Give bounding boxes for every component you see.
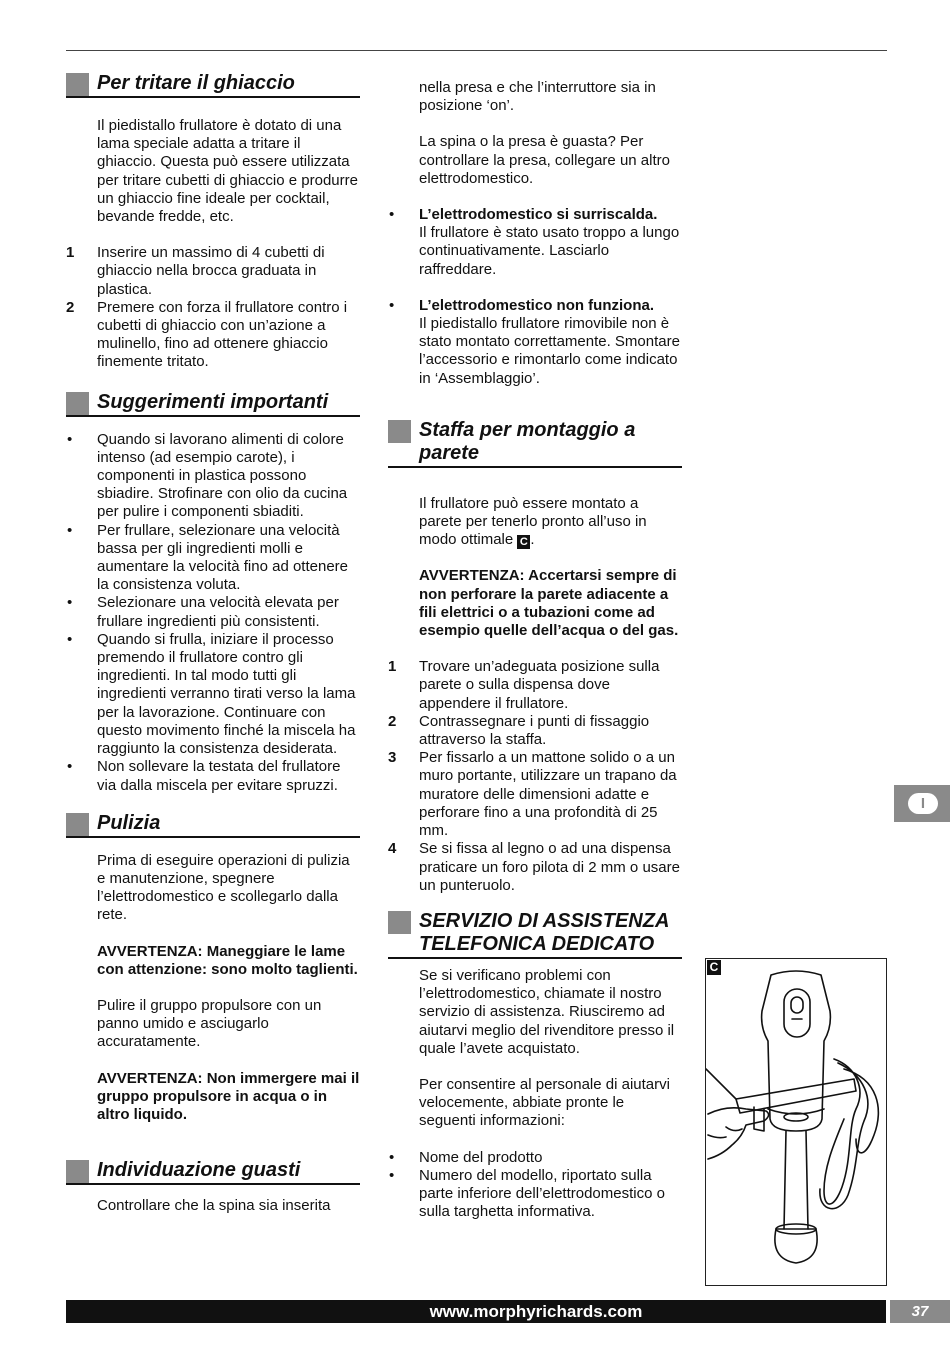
section-title: Suggerimenti importanti bbox=[97, 390, 329, 413]
section-heading bbox=[388, 418, 682, 468]
section-title: Pulizia bbox=[97, 811, 161, 834]
list-item: • Quando si lavorano alimenti di colore intenso (ad esempio carote), i componenti in plastica possono sbiadire. Strofinare con olio da cucina per pulire i componenti sbiaditi. bbox=[67, 430, 348, 521]
list-item: • Quando si frulla, iniziare il processo premendo il frullatore contro gli ingredienti. In tal modo tutti gli ingredienti verranno tirati verso la lama per la lavorazione. Continuare con questo movimento finché la miscela ha raggiunto la consistenza desiderata. bbox=[67, 630, 356, 758]
section-title: Staffa per montaggio a parete bbox=[419, 418, 636, 464]
paragraph: Il frullatore può essere montato a parete per tenerlo pronto all’uso in modo ottimale C . bbox=[419, 494, 647, 549]
language-tab bbox=[894, 785, 950, 822]
list-item: • Nome del prodotto bbox=[389, 1148, 543, 1166]
section-title: SERVIZIO DI ASSISTENZA TELEFONICA DEDICATO bbox=[419, 909, 669, 955]
paragraph: nella presa e che l’interruttore sia in posizione ‘on’. bbox=[419, 79, 656, 115]
list-item: 1 Inserire un massimo di 4 cubetti di ghiaccio nella brocca graduata in plastica. bbox=[66, 244, 325, 298]
heading-square-icon bbox=[66, 1160, 89, 1183]
language-tab-label: I bbox=[908, 793, 938, 814]
paragraph: Controllare che la spina sia inserita bbox=[97, 1197, 331, 1215]
paragraph: Pulire il gruppo propulsore con un panno umido e asciugarlo accuratamente. bbox=[97, 996, 322, 1051]
list-item: • L’elettrodomestico non funziona. Il piedistallo frullatore rimovibile non è stato montato correttamente. Smontare l’accessorio e rimontarlo come indicato in ‘Assemblaggio’. bbox=[389, 296, 680, 387]
list-item: • Per frullare, selezionare una velocità bassa per gli ingredienti molli e aumentare la velocità fino ad ottenere la consistenza voluta. bbox=[67, 521, 348, 594]
list-item: • L’elettrodomestico si surriscalda. Il frullatore è stato usato troppo a lungo continuativamente. Lasciarlo raffreddare. bbox=[389, 206, 680, 278]
top-rule bbox=[66, 50, 887, 51]
right-column bbox=[388, 79, 682, 1221]
numbered-list bbox=[388, 658, 682, 895]
list-item: 1 Trovare un’adeguata posizione sulla parete o sulla dispensa dove appendere il frullatore. bbox=[388, 658, 660, 712]
list-item: 2 Premere con forza il frullatore contro i cubetti di ghiaccio con un’azione a mulinello, fino ad ottenere ghiaccio finemente tritato. bbox=[66, 298, 348, 371]
bullet-list bbox=[66, 431, 360, 795]
list-item: 3 Per fissarlo a un mattone solido o a un muro portante, utilizzare un trapano da muratore delle dimensioni adatte e perforare fino a una profondità di 25 mm. bbox=[388, 749, 677, 840]
figure-label: C bbox=[707, 960, 721, 975]
list-item: • Numero del modello, riportato sulla parte inferiore dell’elettrodomestico o sulla targhetta informativa. bbox=[389, 1166, 665, 1221]
bullet-list bbox=[388, 1149, 682, 1222]
figure-c bbox=[705, 958, 887, 1286]
section-title: Individuazione guasti bbox=[97, 1159, 301, 1182]
section-heading bbox=[66, 811, 360, 838]
paragraph: Prima di eseguire operazioni di pulizia e manutenzione, spegnere l’elettrodomestico e scollegarlo dalla rete. bbox=[97, 851, 350, 924]
warning-text: AVVERTENZA: Accertarsi sempre di non perforare la parete adiacente a fili elettrici o a tubazioni come ad esempio quelle dell’acqua o del gas. bbox=[419, 567, 679, 640]
paragraph: Se si verificano problemi con l’elettrodomestico, chiamate il nostro servizio di assistenza. Riusciremo ad aiutarvi meglio del rivenditore presso il quale l’avete acquistato. bbox=[419, 966, 675, 1057]
heading-square-icon bbox=[66, 392, 89, 415]
list-item: • Selezionare una velocità elevata per frullare ingredienti più consistenti. bbox=[67, 594, 339, 630]
section-heading bbox=[66, 71, 360, 98]
left-column bbox=[66, 71, 360, 1215]
section-heading bbox=[66, 1158, 360, 1185]
warning-text: AVVERTENZA: Non immergere mai il gruppo propulsore in acqua o in altro liquido. bbox=[97, 1069, 360, 1123]
paragraph: La spina o la presa è guasta? Per controllare la presa, collegare un altro elettrodomestico. bbox=[419, 133, 670, 187]
section-title: Per tritare il ghiaccio bbox=[97, 72, 295, 94]
page-number: 37 bbox=[890, 1300, 950, 1323]
section-heading bbox=[66, 390, 360, 417]
figure-c-reference-icon: C bbox=[517, 535, 530, 549]
hand-blender-wall-mount-illustration bbox=[706, 959, 886, 1285]
numbered-list bbox=[66, 244, 360, 371]
warning-text: AVVERTENZA: Maneggiare le lame con attenzione: sono molto taglienti. bbox=[97, 942, 358, 978]
list-item: 2 Contrassegnare i punti di fissaggio attraverso la staffa. bbox=[388, 712, 650, 749]
paragraph: Il piedistallo frullatore è dotato di una lama speciale adatta a tritare il ghiaccio. Questa può essere utilizzata per tritare cubetti di ghiaccio e produrre un ghiaccio fine ideale per cocktail, bevande fredde, etc. bbox=[97, 117, 358, 226]
heading-square-icon bbox=[66, 73, 89, 96]
list-item: 4 Se si fissa al legno o ad una dispensa praticare un foro pilota di 2 mm o usare un punteruolo. bbox=[388, 840, 680, 894]
footer-bar bbox=[66, 1300, 886, 1323]
section-heading bbox=[388, 909, 682, 959]
heading-square-icon bbox=[388, 420, 411, 443]
footer-website-link[interactable]: www.morphyrichards.com bbox=[429, 1302, 643, 1321]
paragraph: Per consentire al personale di aiutarvi velocemente, abbiate pronte le seguenti informazioni: bbox=[419, 1075, 670, 1130]
list-item: • Non sollevare la testata del frullatore via dalla miscela per evitare spruzzi. bbox=[67, 758, 341, 794]
heading-square-icon bbox=[66, 813, 89, 836]
heading-square-icon bbox=[388, 911, 411, 934]
